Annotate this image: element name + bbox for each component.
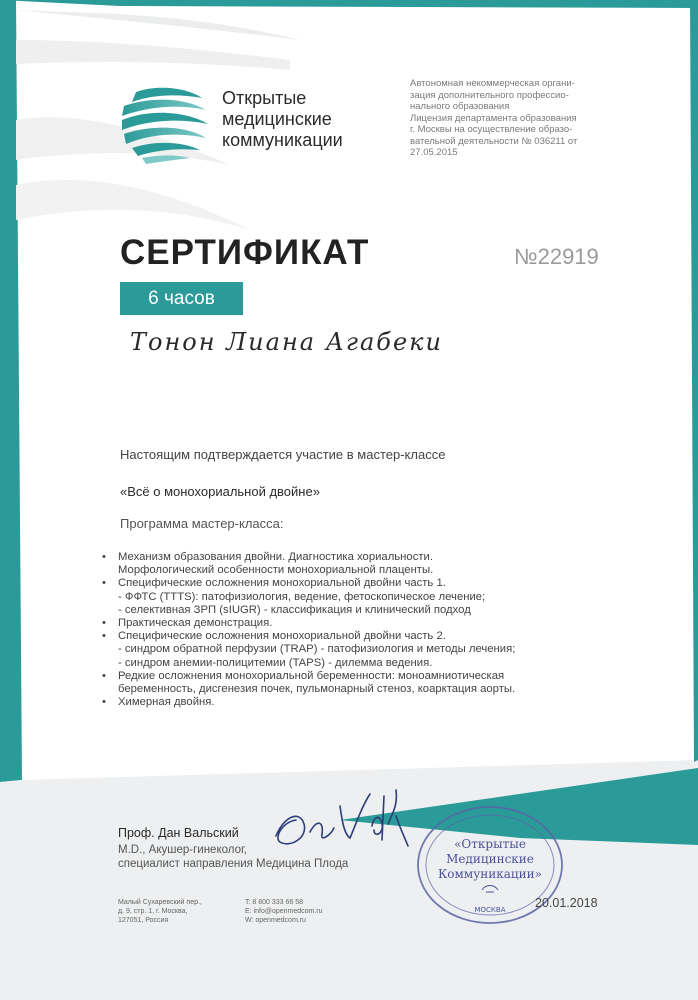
recipient-name-handwritten: Тонон Лиана Агабеки (130, 328, 443, 356)
hours-badge: 6 часов (120, 282, 243, 315)
contact-email: E: info@openmedcom.ru (245, 908, 323, 915)
address-line: Малый Сухаревский пер., (118, 899, 202, 906)
footer-contacts (245, 898, 323, 925)
organization-info (410, 78, 600, 159)
stamp-text-bottom: Коммуникации» (438, 867, 542, 881)
organization-name (222, 88, 402, 151)
organization-name-line: медицинские (222, 109, 332, 129)
stamp-text-mid: Медицинские (446, 852, 534, 866)
license-line: г. Москвы на осуществление образо- (410, 124, 573, 135)
program-item: беременность, дисгенезия почек, пульмонарный стеноз, коарктация аорты. (118, 683, 516, 696)
signer-role-line: специалист направления Медицина Плода (118, 858, 349, 870)
license-line: вательной деятельности № 036211 от (410, 135, 578, 147)
program-list (96, 551, 656, 709)
program-item: - синдром обратной перфузии (TRAP) - патофизиология и методы лечения; (118, 643, 516, 656)
org-info-line: Автономная некоммерческая органи- (410, 78, 575, 89)
program-item: • Специфические осложнения монохориальной двойни часть 1. (102, 577, 446, 590)
confirmation-text: Настоящим подтверждается участие в мастер-классе (120, 447, 446, 462)
stamp-text-top: «Открытые (454, 837, 526, 851)
program-item: • Механизм образования двойни. Диагностика хориальности. (102, 551, 433, 563)
license-line: Лицензия департамента образования (410, 112, 577, 124)
signer-name: Проф. Дан Вальский (118, 826, 239, 840)
org-info-line: зация дополнительного профессио- (410, 89, 569, 101)
address-line: д. 9, стр. 1, г. Москва, (118, 908, 188, 915)
program-item: Морфологический особенности монохориальной плаценты. (118, 564, 434, 577)
program-heading: Программа мастер-класса: (120, 516, 284, 531)
stamp-ring-text: МОСКВА (474, 906, 506, 914)
company-logo-icon (118, 84, 210, 164)
top-accent-bar (0, 0, 698, 8)
organization-stamp (410, 800, 570, 930)
organization-name-line: коммуникации (222, 130, 343, 150)
org-info-line: нального образования (410, 101, 510, 112)
license-line: 27.05.2015 (410, 147, 458, 158)
course-title: «Всё о монохориальной двойне» (120, 484, 320, 499)
certificate-number: №22919 (514, 244, 599, 269)
program-item: - ФФТС (TTTS): патофизиология, ведение, фетоскопическое лечение; (118, 590, 486, 603)
certificate-title: СЕРТИФИКАТ (120, 233, 370, 272)
program-item: - селективная ЗРП (sIUGR) - классификация и клинический подход (118, 603, 471, 616)
contact-website: W: openmedcom.ru (245, 917, 306, 924)
program-item: - синдром анемии-полицитемии (TAPS) - дилемма ведения. (118, 656, 433, 669)
program-item: • Специфические осложнения монохориальной двойни часть 2. (102, 630, 446, 643)
program-item: • Практическая демонстрация. (102, 617, 273, 630)
program-item: • Редкие осложнения монохориальной беременности: моноамниотическая (102, 669, 505, 682)
organization-name-line: Открытые (222, 88, 307, 108)
address-line: 127051, Россия (118, 917, 169, 924)
issue-date: 20.01.2018 (535, 896, 598, 910)
contact-phone: T: 8 800 333 66 58 (245, 899, 303, 906)
footer-address (118, 898, 202, 925)
signer-role-line: M.D., Акушер-гинеколог, (118, 844, 247, 856)
program-item: • Химерная двойня. (102, 696, 215, 709)
left-accent-band (0, 0, 22, 782)
signature-image (270, 776, 410, 866)
